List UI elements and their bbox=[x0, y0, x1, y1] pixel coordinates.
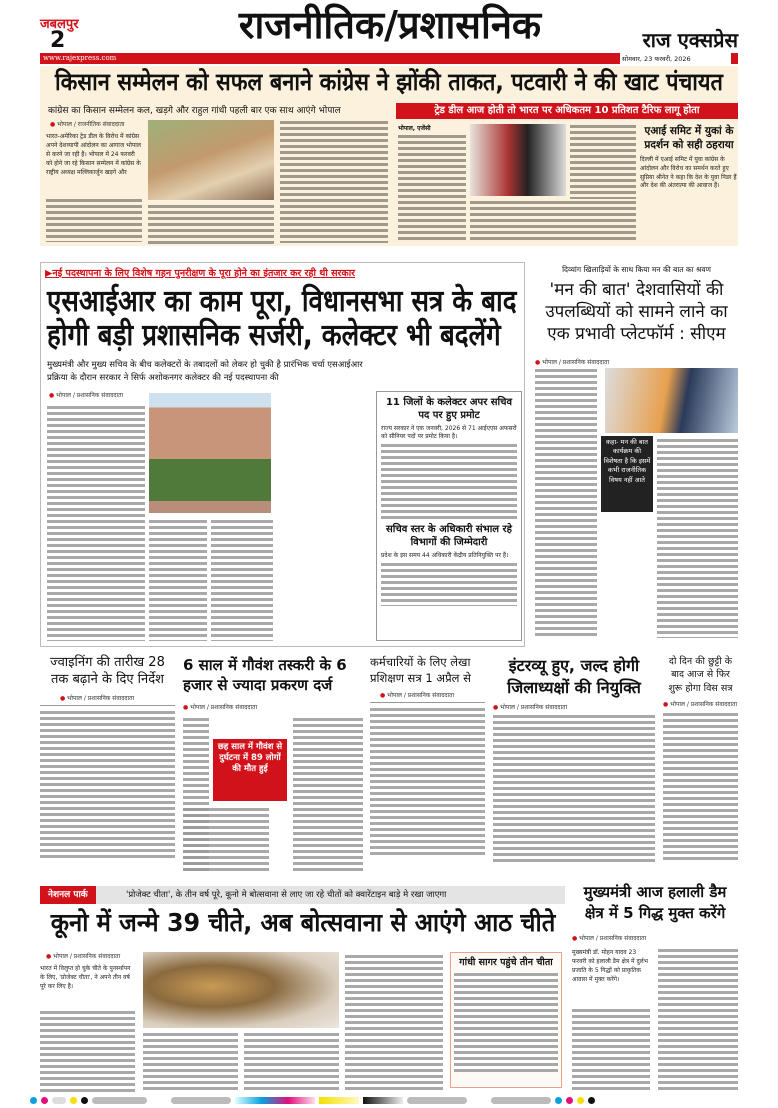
date-marker bbox=[731, 53, 738, 64]
body-text bbox=[293, 717, 363, 871]
date: सोमवार, 23 फरवरी, 2026 bbox=[622, 55, 691, 63]
cheetah-photo bbox=[143, 952, 339, 1028]
kicker: दिव्यांग खिलाड़ियों के साथ किया मन की बात का श्रवण bbox=[562, 265, 711, 274]
body-text bbox=[40, 710, 175, 860]
website-link[interactable]: www.rajexpress.com bbox=[43, 54, 117, 62]
body-text bbox=[381, 443, 517, 519]
red-band bbox=[40, 53, 620, 64]
body-text bbox=[183, 807, 269, 871]
press-conference-photo bbox=[470, 124, 566, 196]
lead-text: मुख्यमंत्री डॉ. मोहन यादव 23 फरवरी को हलाली डैम क्षेत्र में दुर्लभ प्रजाति के 5 गिद्धों को प्राकृतिक आवास में मुक्त करेंगे। bbox=[572, 949, 648, 983]
headline: दो दिन की छुट्टी के बाद आज से फिर शुरू होगा विस सत्र bbox=[668, 656, 733, 694]
divider bbox=[40, 705, 175, 706]
box-lead: राज्य सरकार ने एक जनवरी, 2026 से 71 आईएएस अफसरों को सीनियर पदों पर प्रमोट किया है। bbox=[381, 425, 517, 441]
byline: ● भोपाल / प्रशासनिक संवाददाता bbox=[572, 934, 646, 942]
ai-summit-lead: दिल्ली में एआई समिट में युवा कांग्रेस के आंदोलन और विरोध का समर्थन करते हुए सुप्रिया श्रीनेत ने कहा कि देश के युवा निडर हैं और देश की अंतरात्मा की आवाज हैं। bbox=[640, 156, 737, 190]
story-district-presidents bbox=[493, 655, 655, 875]
callout-box: छह साल में गौवंश से दुर्घटना में 89 लोगों की मौत हुई bbox=[213, 739, 287, 801]
print-registration-marks bbox=[30, 1096, 750, 1104]
kicker-text: नई पदस्थापना के लिए विशेष गहन पुनरीक्षण के पूरा होने का इंतजार कर रही थी सरकार bbox=[52, 268, 356, 279]
kicker-text: 'प्रोजेक्ट चीता', के तीन वर्ष पूरे, कूनो मे बोत्सवाना से लाए जा रहे चीतों को क्वारेंटाइन बाड़े मे रखा जाएगा bbox=[126, 890, 447, 900]
story-accounts-training bbox=[370, 655, 485, 875]
body-text bbox=[493, 714, 655, 864]
body-text bbox=[149, 519, 207, 641]
story-assembly-session bbox=[663, 655, 738, 875]
building-photo bbox=[149, 393, 271, 513]
body-text bbox=[370, 707, 485, 857]
ai-summit-headline: एआई समिट में युकां के प्रदर्शन को सही ठहराया bbox=[644, 125, 734, 152]
byline: ● भोपाल / राजनीतिक संवाददाता bbox=[50, 120, 124, 128]
box-title: 11 जिलों के कलेक्टर अपर सचिव पद पर हुए प्रमोट bbox=[385, 397, 513, 421]
body-text bbox=[244, 1032, 339, 1092]
box-title: सचिव स्तर के अधिकारी संभाल रहे विभागों की जिम्मेदारी bbox=[386, 524, 512, 549]
halali-dam-story bbox=[572, 882, 738, 1092]
section-tag: नेशनल पार्क bbox=[40, 886, 96, 904]
body-text bbox=[46, 198, 142, 242]
box-title: गांधी सागर पहुंचे तीन चीता bbox=[459, 957, 553, 968]
body-text bbox=[381, 562, 517, 606]
headline: ज्वाइनिंग की तारीख 28 तक बढ़ाने के दिए निर्देश bbox=[50, 655, 165, 687]
byline: ● भोपाल / प्रशासनिक संवाददाता bbox=[49, 391, 123, 399]
ai-summit-story bbox=[640, 124, 738, 244]
lead-text: भारत-अमेरिका ट्रेड डील के विरोध में कांग्रेस अपने देशव्यापी आंदोलन का आगाज भोपाल से करने जा रही है। भोपाल में 24 फरवरी को होने जा रहे किसान सम्मेलन में कांग्रेस के राष्ट्रीय अध्यक्ष मल्लिकार्जुन खड़गे और bbox=[46, 133, 141, 176]
body-text bbox=[570, 124, 636, 199]
body-text bbox=[211, 519, 273, 641]
headline: इंटरव्यू हुए, जल्द होगी जिलाध्यक्षों की नियुक्ति bbox=[507, 656, 641, 697]
mann-ki-baat-story bbox=[535, 262, 738, 647]
body-text bbox=[663, 712, 738, 862]
body-text bbox=[470, 200, 636, 242]
rally-photo bbox=[148, 120, 274, 200]
body-text bbox=[535, 368, 597, 638]
sir-story bbox=[40, 262, 525, 647]
byline: ● भोपाल / प्रशासनिक संवाददाता bbox=[60, 694, 175, 702]
headline: 6 साल में गौवंश तस्करी के 6 हजार से ज्यादा प्रकरण दर्ज bbox=[183, 656, 347, 695]
dateline: भोपाल, एजेंसी bbox=[398, 125, 431, 132]
trade-deal-banner: ट्रेड डील आज होती तो भारत पर अधिकतम 10 प्रतिशत टैरिफ लागू होता bbox=[396, 103, 738, 119]
body-text bbox=[280, 120, 388, 243]
cheetah-story bbox=[40, 882, 565, 1092]
byline: ● भोपाल / प्रशासनिक संवाददाता bbox=[535, 358, 609, 366]
byline: ● भोपाल / प्रशासनिक संवाददाता bbox=[183, 703, 257, 711]
headline: एसआईआर का काम पूरा, विधानसभा सत्र के बाद होगी बड़ी प्रशासनिक सर्जरी, कलेक्टर भी बदलेंगे bbox=[47, 284, 517, 353]
body-text bbox=[345, 954, 443, 1092]
box-lead: प्रदेश के इस समय 44 अधिकारी केंद्रीय प्रतिनियुक्ति पर हैं। bbox=[381, 552, 509, 560]
body-text bbox=[572, 1008, 650, 1090]
body-text bbox=[40, 1010, 135, 1092]
subhead: कांग्रेस का किसान सम्मेलन कल, खड़गे और राहुल गांधी पहली बार एक साथ आएंगे भोपाल bbox=[48, 106, 341, 116]
headline: मुख्यमंत्री आज हलाली डैम क्षेत्र में 5 गिद्ध मुक्त करेंगे bbox=[583, 883, 727, 922]
byline: ● भोपाल / प्रशासनिक संवाददाता bbox=[663, 700, 738, 708]
city-label: जबलपुर bbox=[40, 17, 79, 32]
quote-box: कहा- मन की बात कार्यक्रम की विशेषता है कि इसमें कभी राजनीतिक विषय नहीं आते bbox=[601, 436, 653, 512]
kicker: ▶नई पदस्थापना के लिए विशेष गहन पुनरीक्षण के पूरा होने का इंतजार कर रही थी सरकार bbox=[45, 268, 356, 279]
divider bbox=[370, 702, 485, 703]
body-text bbox=[658, 948, 738, 1090]
promotion-box bbox=[376, 391, 522, 641]
lead-text: भारत में विलुप्त हो चुके चीते के पुनर्स्थापन के लिए, 'प्रोजेक्ट चीता', ने अपने तीन वर्ष पूरे कर लिए हैं। bbox=[40, 965, 131, 990]
headline: किसान सम्मेलन को सफल बनाने कांग्रेस ने झोंकी ताकत, पटवारी ने की खाट पंचायत bbox=[55, 68, 723, 96]
body-text bbox=[143, 1032, 238, 1092]
byline: ● भोपाल / प्रशासनिक संवाददाता bbox=[380, 691, 485, 699]
story-cattle-smuggling bbox=[183, 655, 363, 875]
gandhi-sagar-box bbox=[450, 952, 562, 1088]
body-text bbox=[148, 204, 274, 244]
body-text bbox=[47, 405, 145, 641]
story-joining bbox=[40, 655, 175, 875]
body-text bbox=[454, 972, 558, 1072]
deck: मुख्यमंत्री और मुख्य सचिव के बीच कलेक्टरों के तबादलों को लेकर हो चुकी है प्रारंभिक चर्चा एसआईआर प्रक्रिया के दौरान सरकार ने सिर्फ अशोकनगर कलेक्टर की नई पदस्थापना की bbox=[47, 360, 363, 383]
headline: कर्मचारियों के लिए लेखा प्रशिक्षण सत्र 1 अप्रैल से bbox=[370, 655, 471, 685]
headline: कूनो में जन्मे 39 चीते, अब बोत्सवाना से आएंगे आठ चीते bbox=[50, 908, 556, 937]
top-story bbox=[40, 66, 738, 246]
event-photo bbox=[605, 368, 738, 433]
section-title: राजनीतिक/प्रशासनिक bbox=[238, 3, 542, 47]
body-text bbox=[657, 438, 738, 638]
brand-logo: राज एक्सप्रेस bbox=[642, 28, 738, 52]
body-text bbox=[398, 134, 466, 242]
byline: ● भोपाल / प्रशासनिक संवाददाता bbox=[46, 952, 120, 960]
headline: 'मन की बात' देशवासियों की उपलब्धियों को सामने लाने का एक प्रभावी प्लेटफॉर्म : सीएम bbox=[545, 280, 728, 345]
byline: ● भोपाल / प्रशासनिक संवाददाता bbox=[493, 703, 655, 711]
page-number: 2 bbox=[50, 28, 66, 53]
